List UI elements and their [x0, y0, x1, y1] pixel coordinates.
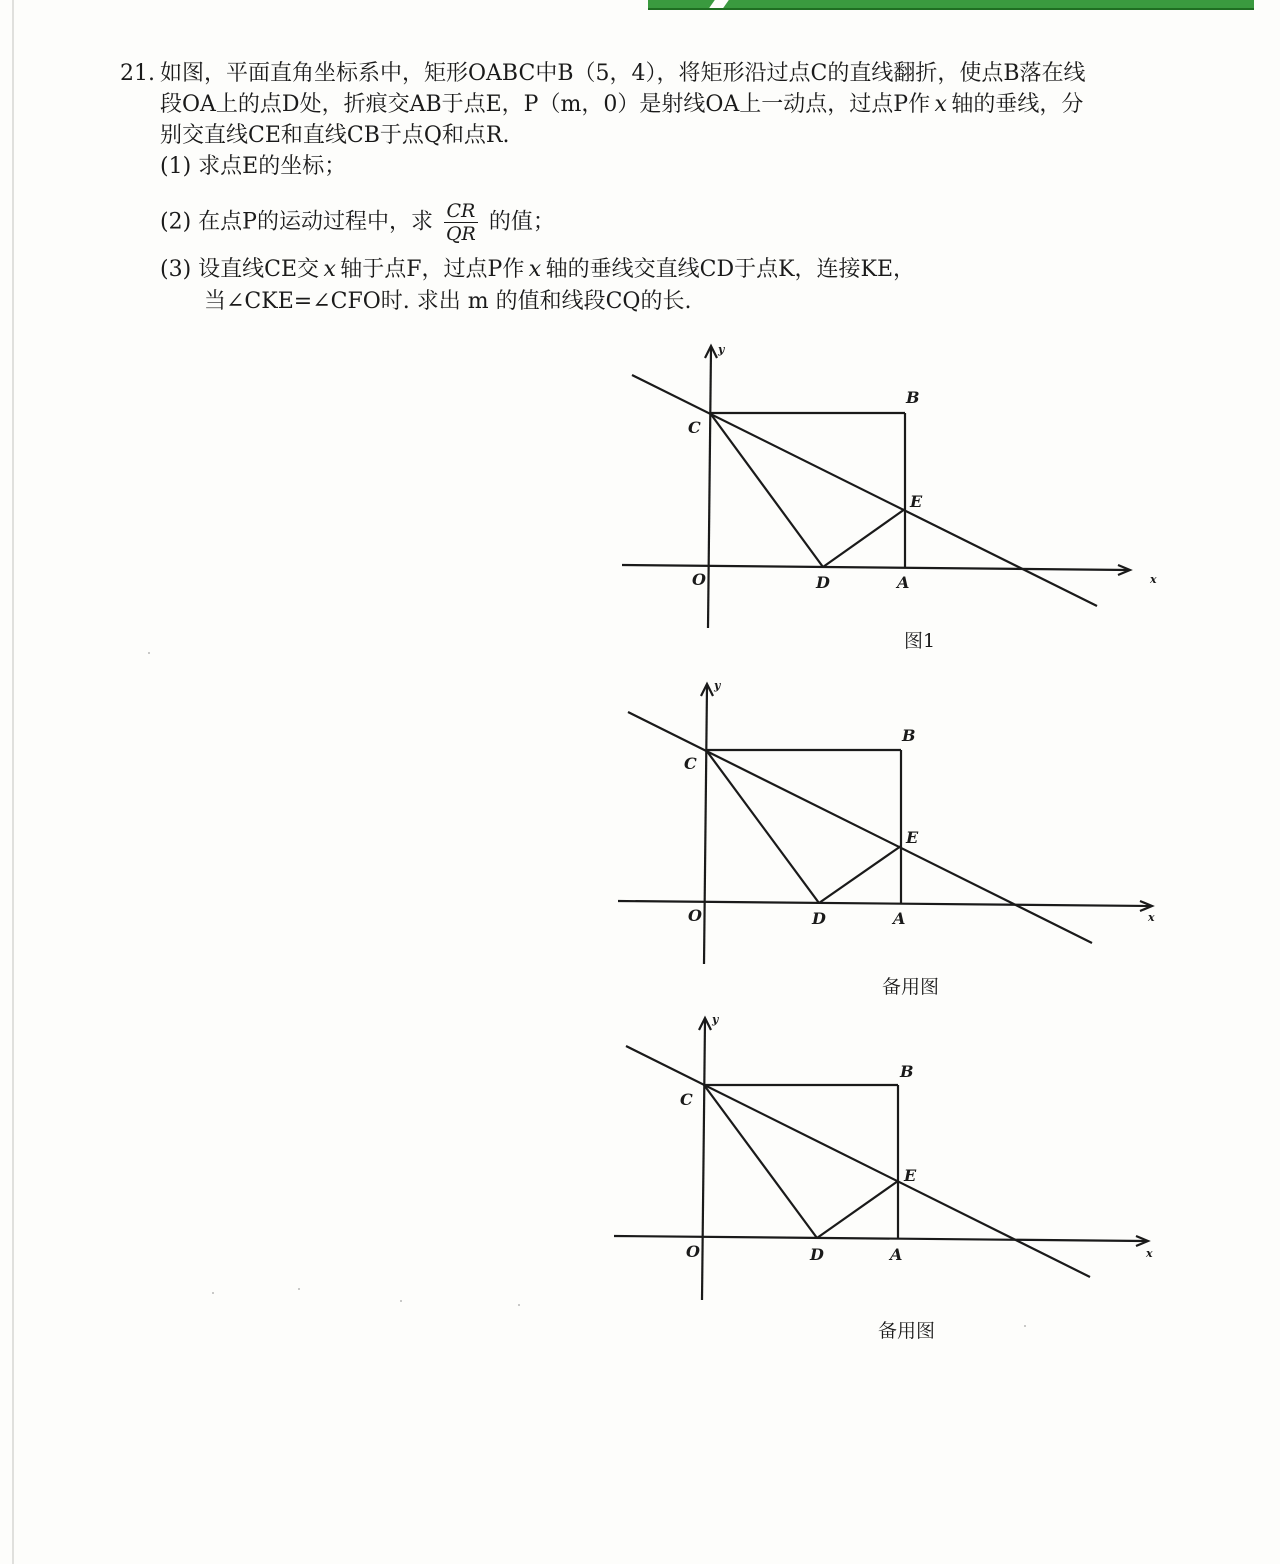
q3-text-b: 轴于点F，过点P作 — [340, 257, 525, 282]
caption-figure-1: 图1 — [904, 630, 936, 652]
spare-figure-1-diagram — [616, 678, 1176, 1008]
sub-question-2 — [160, 200, 555, 245]
figure-1 — [620, 340, 1180, 670]
scan-speck — [518, 1304, 520, 1306]
stem-line-2 — [160, 89, 1190, 120]
q3-x-var-1: x — [323, 257, 336, 282]
segment-de — [819, 846, 901, 903]
q3-text-a: (3) 设直线CE交 — [160, 257, 320, 282]
stem-line-1 — [160, 58, 1190, 89]
label-x: x — [1150, 573, 1157, 586]
question-stem — [160, 58, 1190, 151]
fraction-numerator: CR — [444, 200, 478, 223]
y-axis — [708, 348, 711, 628]
scan-speck — [400, 1300, 402, 1302]
stem-line-2a: 段OA上的点D处，折痕交AB于点E，P（m，0） — [160, 92, 640, 117]
scan-speck — [1024, 1325, 1026, 1327]
scan-speck — [212, 1292, 214, 1294]
stem-line-1a: 如图，平面直角坐标系中，矩形OABC中B（5，4）， — [160, 61, 679, 86]
q2-text-b: 的值； — [488, 209, 555, 235]
label-y: y — [714, 679, 721, 692]
label-x: x — [1146, 1247, 1153, 1260]
label-c: C — [680, 1090, 693, 1109]
q3-text-c: 轴的垂线交直线CD于点K，连接KE， — [545, 257, 916, 282]
spare-figure-2-diagram — [612, 1012, 1172, 1342]
label-c: C — [688, 418, 701, 437]
label-d: D — [810, 1245, 824, 1264]
label-c: C — [684, 754, 697, 773]
y-axis — [702, 1020, 705, 1300]
label-b: B — [902, 726, 916, 745]
question-number: 21. — [120, 61, 155, 86]
segment-cd — [706, 750, 819, 903]
label-y: y — [712, 1013, 719, 1026]
fraction-cr-over-qr — [444, 200, 478, 245]
figure-1-diagram — [620, 340, 1180, 670]
page-edge-shadow — [12, 0, 14, 1564]
caption-spare-1: 备用图 — [882, 976, 940, 998]
label-a: A — [893, 909, 906, 928]
label-a: A — [897, 573, 910, 592]
q3-x-var-2: x — [528, 257, 542, 282]
x-axis — [614, 1236, 1146, 1241]
label-x: x — [1148, 911, 1155, 924]
label-o: O — [688, 906, 702, 925]
sub-question-3 — [160, 254, 915, 285]
spare-figure-2 — [612, 1012, 1172, 1342]
stem-x-var: x — [934, 92, 947, 117]
label-d: D — [812, 909, 826, 928]
label-e: E — [904, 1166, 917, 1185]
sub-question-3-line-2: 当∠CKE=∠CFO时. 求出 m 的值和线段CQ的长. — [204, 289, 692, 314]
fraction-denominator: QR — [445, 223, 476, 245]
y-axis — [704, 686, 707, 964]
stem-line-1b: 将矩形沿过点C的直线翻折，使点B落在线 — [678, 61, 1086, 86]
header-color-bar — [648, 0, 1254, 10]
scan-speck — [148, 652, 150, 654]
label-b: B — [900, 1062, 914, 1081]
label-a: A — [890, 1245, 903, 1264]
label-y: y — [718, 343, 725, 356]
segment-cd — [704, 1085, 817, 1238]
segment-de — [823, 509, 905, 567]
label-o: O — [692, 570, 706, 589]
scan-speck — [298, 1288, 300, 1290]
label-b: B — [906, 388, 920, 407]
stem-line-2b: 是射线OA上一动点，过点P作 — [639, 92, 931, 117]
spare-figure-1 — [616, 678, 1176, 1008]
label-e: E — [906, 828, 919, 847]
stem-line-3: 别交直线CE和直线CB于点Q和点R. — [160, 123, 510, 148]
caption-spare-2: 备用图 — [878, 1320, 936, 1342]
label-e: E — [910, 492, 923, 511]
segment-de — [817, 1181, 898, 1238]
segment-cd — [710, 413, 823, 567]
label-o: O — [686, 1242, 700, 1261]
label-d: D — [816, 573, 830, 592]
q2-text-a: (2) 在点P的运动过程中，求 — [160, 209, 433, 235]
stem-line-2c: 轴的垂线，分 — [951, 92, 1084, 117]
sub-question-1: (1) 求点E的坐标； — [160, 154, 347, 179]
